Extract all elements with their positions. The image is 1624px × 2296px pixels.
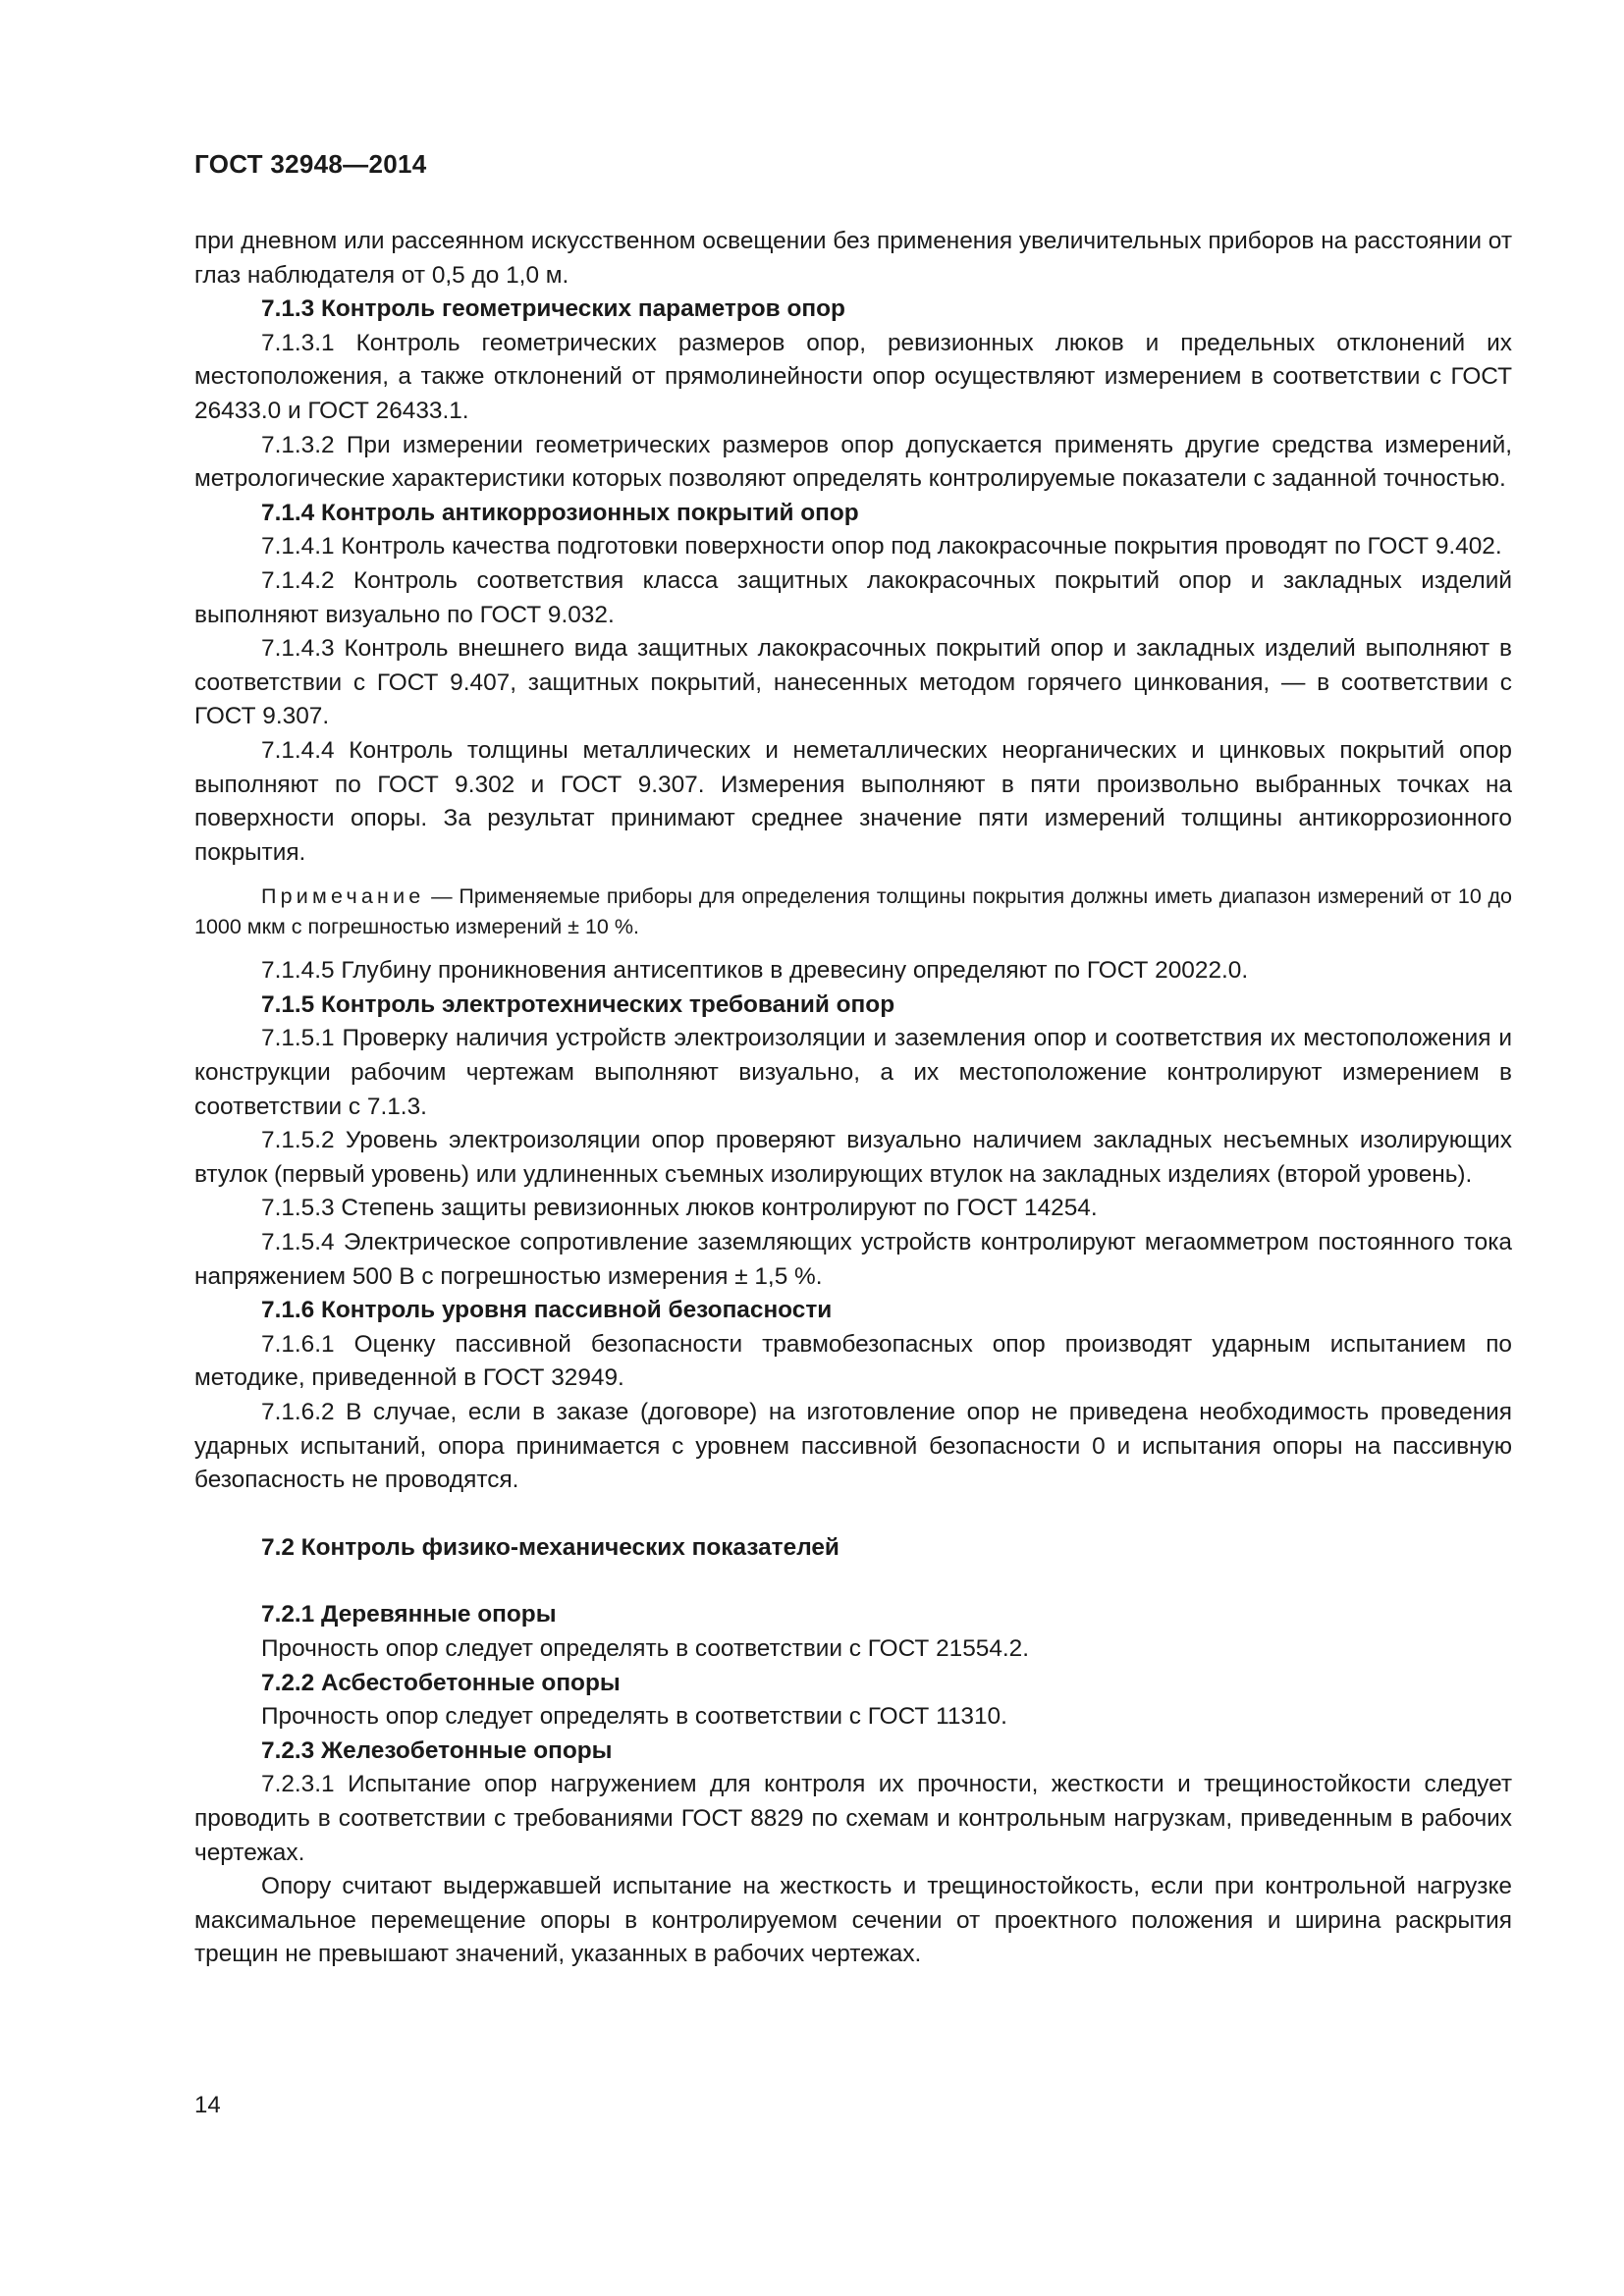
heading-7-2-2: 7.2.2 Асбестобетонные опоры	[261, 1669, 621, 1696]
paragraph-7-1-5-3: 7.1.5.3 Степень защиты ревизионных люков контролируют по ГОСТ 14254.	[261, 1195, 1098, 1222]
note-text: — Применяемые приборы для определения толщины покрытия должны иметь диапазон измерений от 10 до 1000 мкм с погрешностью измерений ± 10 %.	[194, 884, 1512, 939]
note-paragraph	[194, 881, 1512, 942]
document-body	[194, 225, 1512, 1972]
paragraph-7-2-3-1: 7.2.3.1 Испытание опор нагружением для контроля их прочности, жесткости и трещиностойкости следует проводить в соответствии с требованиями ГОСТ 8829 по схемам и контрольным нагрузкам, приведенным в рабочих чертежах.	[194, 1771, 1512, 1866]
paragraph-7-1-6-2: 7.1.6.2 В случае, если в заказе (договоре) на изготовление опор не приведена необходимость проведения ударных испытаний, опора принимается с уровнем пассивной безопасности 0 и испытания опоры на пассивную безопасность не проводятся.	[194, 1399, 1512, 1494]
paragraph-7-1-5-4: 7.1.5.4 Электрическое сопротивление заземляющих устройств контролируют мегаомметром постоянного тока напряжением 500 В с погрешностью измерения ± 1,5 %.	[194, 1229, 1512, 1290]
paragraph-7-1-5-1: 7.1.5.1 Проверку наличия устройств электроизоляции и заземления опор и соответствия их местоположения и конструкции рабочим чертежам выполняют визуально, а их местоположение контролируют измерением в соответствии с 7.1.3.	[194, 1025, 1512, 1120]
heading-7-1-4: 7.1.4 Контроль антикоррозионных покрытий опор	[261, 499, 859, 526]
paragraph-7-2-3-2: Опору считают выдержавшей испытание на жесткость и трещиностойкость, если при контрольной нагрузке максимальное перемещение опоры в контролируемом сечении от проектного положения и ширина раскрытия трещин не превышают значений, указанных в рабочих чертежах.	[194, 1873, 1512, 1968]
heading-7-2-1: 7.2.1 Деревянные опоры	[261, 1601, 557, 1629]
paragraph-7-1-4-1: 7.1.4.1 Контроль качества подготовки поверхности опор под лакокрасочные покрытия проводят по ГОСТ 9.402.	[261, 533, 1502, 561]
paragraph-7-1-4-2: 7.1.4.2 Контроль соответствия класса защитных лакокрасочных покрытий опор и закладных изделий выполняют визуально по ГОСТ 9.032.	[194, 566, 1512, 628]
paragraph-7-2-1: Прочность опор следует определять в соответствии с ГОСТ 21554.2.	[261, 1634, 1030, 1662]
intro-paragraph: при дневном или рассеянном искусственном освещении без применения увеличительных приборов на расстоянии от глаз наблюдателя от 0,5 до 1,0 м.	[194, 228, 1512, 289]
heading-7-1-6: 7.1.6 Контроль уровня пассивной безопасности	[261, 1297, 833, 1324]
paragraph-7-1-5-2: 7.1.5.2 Уровень электроизоляции опор проверяют визуально наличием закладных несъемных изолирующих втулок (первый уровень) или удлиненных съемных изолирующих втулок на закладных изделиях (второй уровень).	[194, 1127, 1512, 1188]
paragraph-7-1-3-2: 7.1.3.2 При измерении геометрических размеров опор допускается применять другие средства измерений, метрологические характеристики которых позволяют определять контролируемые показатели с заданной точностью.	[194, 431, 1512, 493]
page-number: 14	[194, 2092, 221, 2118]
paragraph-7-1-4-3: 7.1.4.3 Контроль внешнего вида защитных лакокрасочных покрытий опор и закладных изделий выполняют в соответствии с ГОСТ 9.407, защитных покрытий, нанесенных методом горячего цинкования, — в соответствии с ГОСТ 9.307.	[194, 635, 1512, 730]
document-header: ГОСТ 32948—2014	[194, 149, 427, 179]
heading-7-1-5: 7.1.5 Контроль электротехнических требований опор	[261, 990, 895, 1018]
paragraph-7-1-4-5: 7.1.4.5 Глубину проникновения антисептиков в древесину определяют по ГОСТ 20022.0.	[261, 957, 1249, 985]
paragraph-7-1-3-1: 7.1.3.1 Контроль геометрических размеров опор, ревизионных люков и предельных отклонений их местоположения, а также отклонений от прямолинейности опор осуществляют измерением в соответствии с ГОСТ 26433.0 и ГОСТ 26433.1.	[194, 329, 1512, 424]
paragraph-7-1-6-1: 7.1.6.1 Оценку пассивной безопасности травмобезопасных опор производят ударным испытанием по методике, приведенной в ГОСТ 32949.	[194, 1330, 1512, 1392]
heading-7-1-3: 7.1.3 Контроль геометрических параметров опор	[261, 295, 845, 323]
heading-7-2: 7.2 Контроль физико-механических показателей	[261, 1533, 839, 1561]
heading-7-2-3: 7.2.3 Железобетонные опоры	[261, 1736, 613, 1764]
paragraph-7-1-4-4: 7.1.4.4 Контроль толщины металлических и неметаллических неорганических и цинковых покрытий опор выполняют по ГОСТ 9.302 и ГОСТ 9.307. Измерения выполняют в пяти произвольно выбранных точках на поверхности опоры. За результат принимают среднее значение пяти измерений толщины антикоррозионного покрытия.	[194, 736, 1512, 866]
note-label: Примечание	[261, 884, 425, 909]
paragraph-7-2-2: Прочность опор следует определять в соответствии с ГОСТ 11310.	[261, 1703, 1007, 1731]
